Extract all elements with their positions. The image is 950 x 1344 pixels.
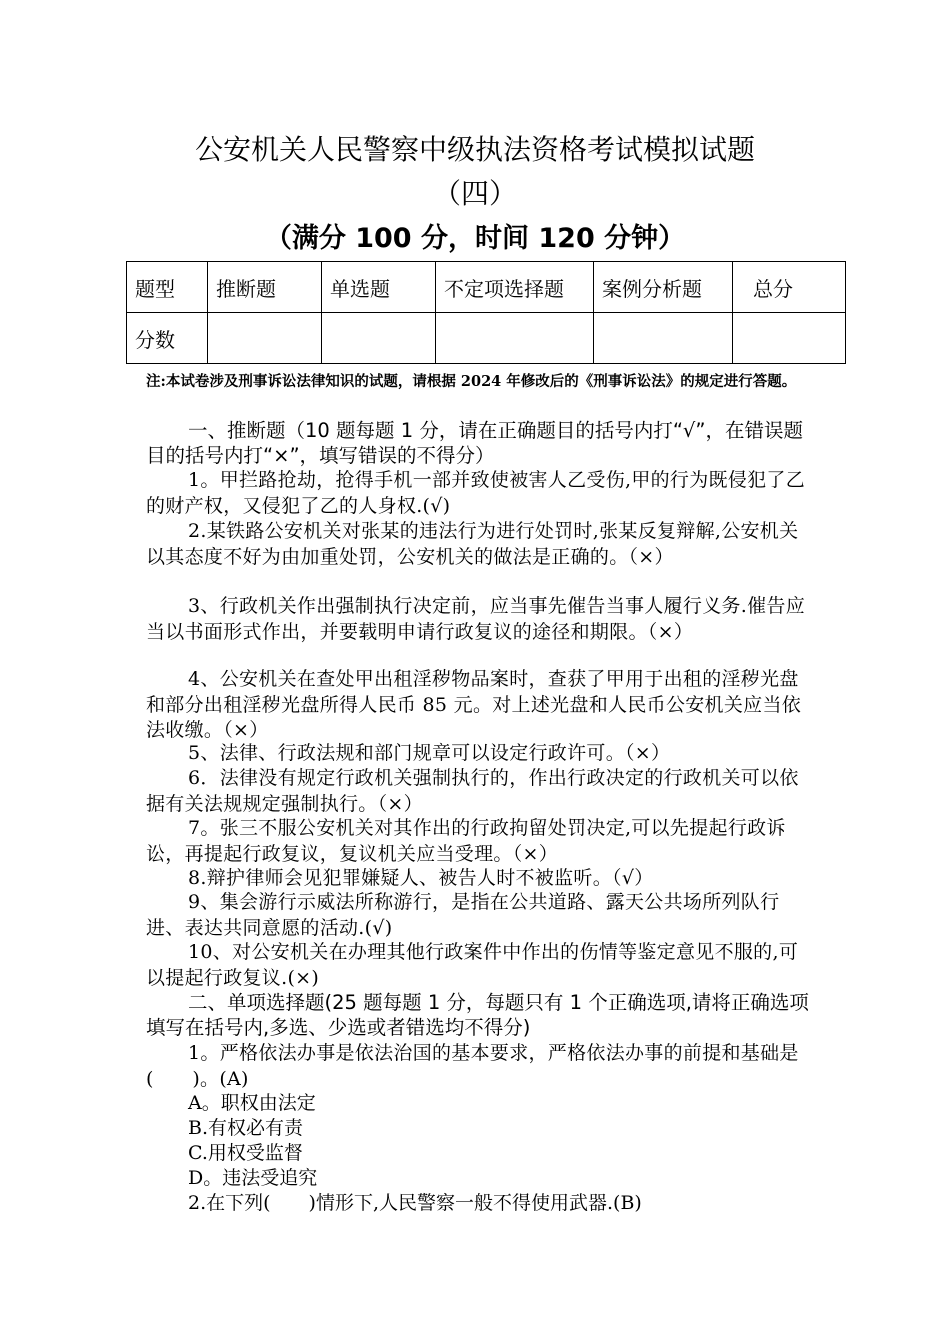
title-line-3: （满分 100 分，时间 120 分钟） — [264, 223, 686, 254]
header-cell: 案例分析题 — [594, 262, 733, 313]
header-cell: 单选题 — [322, 262, 436, 313]
score-cell — [733, 313, 846, 364]
question-1-1: 1。甲拦路抢劫，抢得手机一部并致使被害人乙受伤,甲的行为既侵犯了乙的财产权，又侵犯了乙的人身权.(√) — [146, 469, 806, 517]
question-1-6: 6．法律没有规定行政机关强制执行的，作出行政决定的行政机关可以依据有关法规规定强制执行。（×） — [146, 767, 799, 815]
exam-note: 注:本试卷涉及刑事诉讼法律知识的试题，请根据 2024 年修改后的《刑事诉讼法》的规定进行答题。 — [146, 373, 797, 390]
question-1-5: 5、法律、行政法规和部门规章可以设定行政许可。（×） — [188, 742, 671, 764]
question-1-2: 2.某铁路公安机关对张某的违法行为进行处罚时,张某反复辩解,公安机关以其态度不好为由加重处罚，公安机关的做法是正确的。（×） — [146, 520, 799, 568]
header-cell: 不定项选择题 — [436, 262, 594, 313]
score-table-header-row — [127, 262, 846, 313]
header-cell: 推断题 — [208, 262, 322, 313]
score-table — [126, 261, 846, 364]
option-a: A。职权由法定 — [188, 1092, 316, 1114]
question-1-3: 3、行政机关作出强制执行决定前，应当事先催告当事人履行义务.催告应当以书面形式作出，并要载明申请行政复议的途径和期限。（×） — [146, 595, 806, 643]
section-2-heading: 二、单项选择题(25 题每题 1 分，每题只有 1 个正确选项,请将正确选项填写在括号内,多选、少选或者错选均不得分) — [146, 991, 809, 1039]
question-1-8: 8.辩护律师会见犯罪嫌疑人、被告人时不被监听。（√） — [188, 867, 654, 889]
question-2-2: 2.在下列( )情形下,人民警察一般不得使用武器.(B) — [188, 1192, 642, 1214]
score-table-row — [127, 313, 846, 364]
option-b: B.有权必有责 — [188, 1117, 304, 1139]
question-1-4: 4、公安机关在查处甲出租淫秽物品案时，查获了甲用于出租的淫秽光盘和部分出租淫秽光盘所得人民币 85 元。对上述光盘和人民币公安机关应当依法收缴。（×） — [146, 668, 802, 741]
score-cell — [594, 313, 733, 364]
row-label: 分数 — [127, 313, 208, 364]
option-c: C.用权受监督 — [188, 1142, 303, 1164]
header-cell: 总分 — [733, 262, 846, 313]
title-line-2: （四） — [432, 177, 517, 210]
question-1-9: 9、集会游行示威法所称游行，是指在公共道路、露天公共场所列队行进、表达共同意愿的活动.(√) — [146, 891, 780, 939]
question-2-1: 1。严格依法办事是依法治国的基本要求，严格依法办事的前提和基础是( )。(A) — [146, 1042, 799, 1090]
question-1-10: 10、对公安机关在办理其他行政案件中作出的伤情等鉴定意见不服的,可以提起行政复议.(×) — [146, 941, 799, 989]
question-1-7: 7。张三不服公安机关对其作出的行政拘留处罚决定,可以先提起行政诉讼，再提起行政复议，复议机关应当受理。（×） — [146, 817, 786, 865]
score-cell — [436, 313, 594, 364]
score-cell — [322, 313, 436, 364]
score-cell — [208, 313, 322, 364]
title-line-1: 公安机关人民警察中级执法资格考试模拟试题 — [194, 133, 755, 166]
section-1-heading: 一、推断题（10 题每题 1 分，请在正确题目的括号内打“√”，在错误题目的括号内打“×”，填写错误的不得分） — [146, 419, 803, 467]
header-cell: 题型 — [127, 262, 208, 313]
option-d: D。违法受追究 — [188, 1167, 318, 1189]
